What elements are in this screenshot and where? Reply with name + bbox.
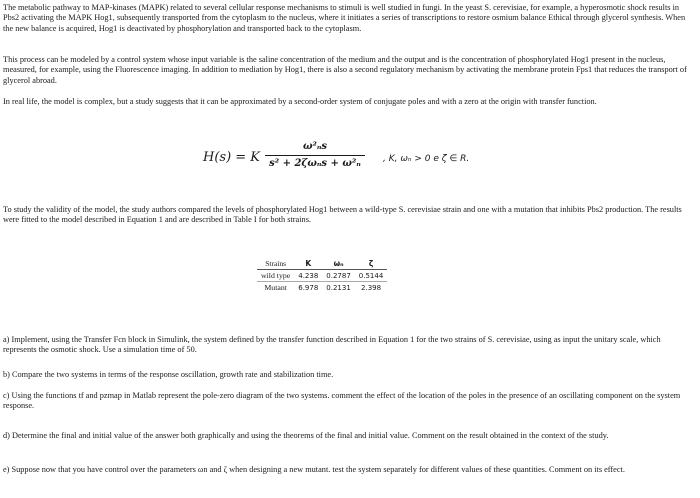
table-row	[257, 270, 387, 282]
header-k: K	[305, 259, 312, 268]
question-a: a) Implement, using the Transfer Fcn block in Simulink, the system defined by the transfer function described in Equation 1 for the two strains of S. cerevisiae, using as input the unitary scale, which represents the osmotic shock. Use a simulation time of 50.	[3, 335, 661, 355]
equation-denominator: s² + 2ζωₙs + ω²ₙ	[269, 158, 361, 169]
header-strains: Strains	[265, 259, 287, 268]
intro-paragraph-2: This process can be modeled by a control system whose input variable is the saline concentration of the medium and the output and is the concentration of phosphorylated Hog1 present in the nucleus, measured, for example, using the Fluorescence imaging. In addition to mediation by Hog1, there is also a second regulatory mechanism by activating the membrane protein Fps1 that reduces the transport of glycerol abroad.	[3, 55, 687, 85]
table-row	[257, 282, 387, 294]
value-k: 4.238	[298, 271, 319, 280]
equation-numerator: ω²ₙs	[302, 141, 328, 152]
question-e: e) Suppose now that you have control over the parameters ωn and ζ when designing a new mutant. test the system separately for different values of these quantities. Comment on its effect.	[3, 465, 625, 474]
question-b: b) Compare the two systems in terms of the response oscillation, growth rate and stabilization time.	[3, 370, 334, 379]
equation-lhs: H(s) = K	[203, 150, 261, 165]
value-k: 6.978	[298, 283, 319, 292]
fraction-bar	[265, 155, 365, 156]
value-zeta: 2.398	[361, 283, 382, 292]
header-zeta: ζ	[368, 259, 374, 268]
transfer-function-equation	[203, 140, 523, 182]
value-omega-n: 0.2787	[326, 271, 351, 280]
intro-paragraph-3: In real life, the model is complex, but a study suggests that it can be approximated by a second-order system of conjugate poles and with a zero at the origin with transfer function.	[3, 97, 597, 106]
equation-condition: , K, ωₙ > 0 e ζ ∈ R.	[383, 154, 470, 164]
value-omega-n: 0.2131	[326, 283, 351, 292]
value-zeta: 0.5144	[358, 271, 384, 280]
strain-name: Mutant	[264, 283, 287, 292]
equation-fraction	[265, 140, 365, 171]
intro-paragraph-1: The metabolic pathway to MAP-kinases (MAPK) related to several cellular response mechanisms to stimuli is well studied in fungi. In the yeast S. cerevisiae, for example, a hyperosmotic shock results in Pbs2 activating the MAPK Hog1, subsequently transported from the cytoplasm to the nucleus, where it initiates a series of transcriptions to restore osmium balance Ethical through glycerol synthesis. When the new balance is acquired, Hog1 is deactivated by phosphorylation and transported back to the cytoplasm.	[3, 3, 686, 33]
table-header-row	[257, 258, 387, 270]
question-c: c) Using the functions tf and pzmap in Matlab represent the pole-zero diagram of the two systems. comment the effect of the location of the poles in the presence of an oscillating component on the system response.	[3, 391, 681, 411]
study-paragraph: To study the validity of the model, the study authors compared the levels of phosphorylated Hog1 between a wild-type S. cerevisiae strain and one with a mutation that inhibits Pbs2 production. The results were fitted to the model described in Equation 1 and are described in Table I for both strains.	[3, 205, 682, 225]
header-omega-n: ωₙ	[333, 259, 344, 268]
question-d: d) Determine the final and initial value of the answer both graphically and using the theorems of the final and initial value. Comment on the result obtained in the context of the study.	[3, 431, 609, 440]
strain-name: wild type	[261, 271, 291, 280]
parameters-table	[257, 258, 387, 293]
